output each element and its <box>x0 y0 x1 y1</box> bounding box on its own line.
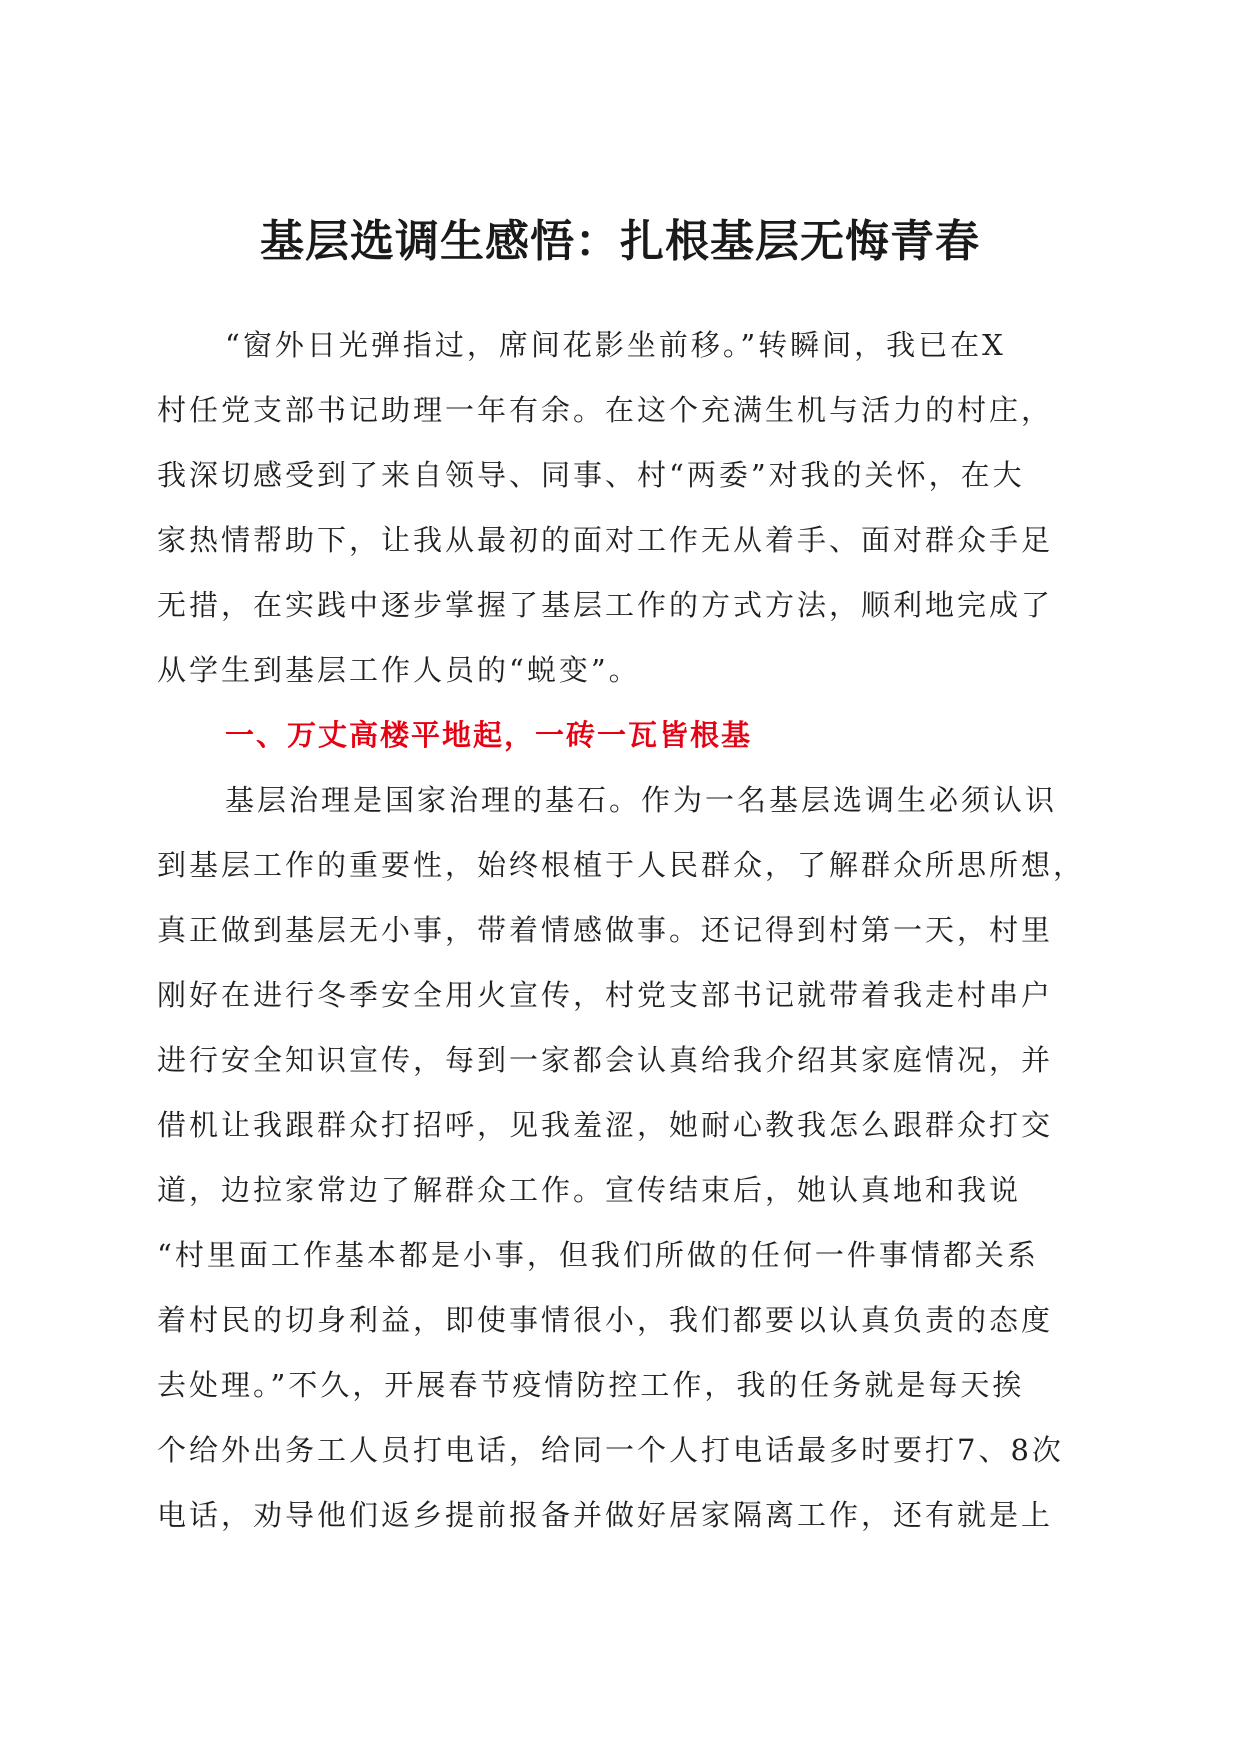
paragraph-line: “村里面工作基本都是小事，但我们所做的任何一件事情都关系 <box>157 1238 1039 1272</box>
document-body <box>157 313 1087 1548</box>
paragraph-line: 基层治理是国家治理的基石。作为一名基层选调生必须认识 <box>225 783 1058 817</box>
paragraph-line: 家热情帮助下，让我从最初的面对工作无从着手、面对群众手足 <box>157 523 1054 557</box>
paragraph-line: 电话，劝导他们返乡提前报备并做好居家隔离工作，还有就是上 <box>157 1498 1054 1532</box>
paragraph-line: 到基层工作的重要性，始终根植于人民群众，了解群众所思所想， <box>157 848 1086 882</box>
paragraph-line: 个给外出务工人员打电话，给同一个人打电话最多时要打7、8次 <box>157 1433 1064 1467</box>
paragraph-line: 刚好在进行冬季安全用火宣传，村党支部书记就带着我走村串户 <box>157 978 1054 1012</box>
paragraph-line: 真正做到基层无小事，带着情感做事。还记得到村第一天，村里 <box>157 913 1054 947</box>
document-title: 基层选调生感悟：扎根基层无悔青春 <box>260 216 980 267</box>
paragraph-line: 道，边拉家常边了解群众工作。宣传结束后，她认真地和我说 <box>157 1173 1022 1207</box>
section-heading: 一、万丈高楼平地起，一砖一瓦皆根基 <box>225 718 753 752</box>
paragraph-line: 无措，在实践中逐步掌握了基层工作的方式方法，顺利地完成了 <box>157 588 1054 622</box>
paragraph-line: 着村民的切身利益，即使事情很小，我们都要以认真负责的态度 <box>157 1303 1054 1337</box>
paragraph-line: 我深切感受到了来自领导、同事、村“两委”对我的关怀，在大 <box>157 458 1025 492</box>
paragraph-line: 进行安全知识宣传，每到一家都会认真给我介绍其家庭情况，并 <box>157 1043 1054 1077</box>
paragraph-line: 借机让我跟群众打招呼，见我羞涩，她耐心教我怎么跟群众打交 <box>157 1108 1054 1142</box>
paragraph-line: “窗外日光弹指过，席间花影坐前移。”转瞬间，我已在X <box>225 328 1006 362</box>
paragraph-line: 去处理。”不久，开展春节疫情防控工作，我的任务就是每天挨 <box>157 1368 1025 1402</box>
paragraph-line: 从学生到基层工作人员的“蜕变”。 <box>157 653 641 687</box>
paragraph-line: 村任党支部书记助理一年有余。在这个充满生机与活力的村庄， <box>157 393 1054 427</box>
